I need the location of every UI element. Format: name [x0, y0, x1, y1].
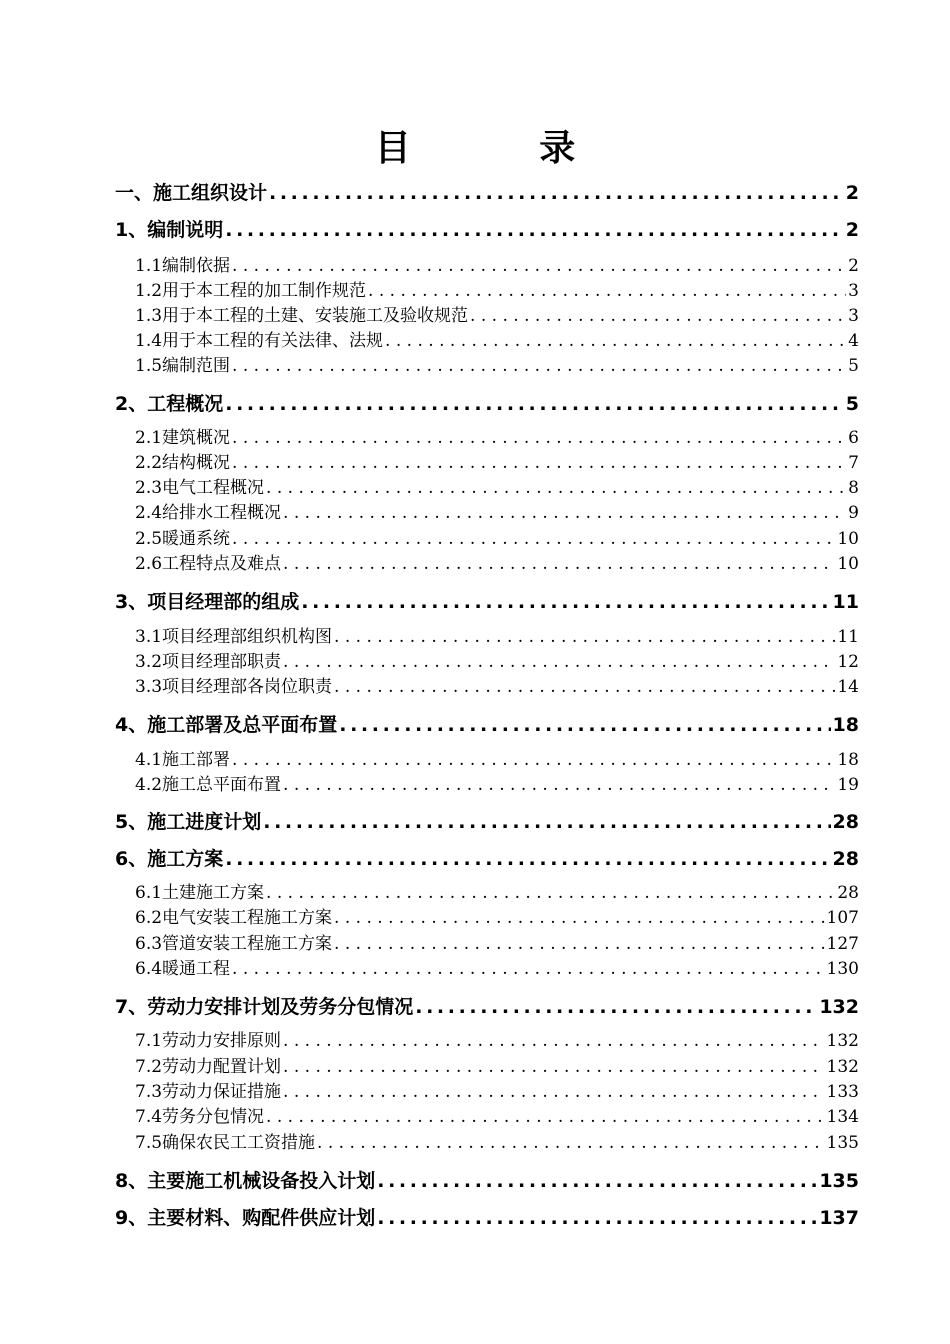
toc-dot-leader: [283, 773, 835, 797]
toc-entry-subsection[interactable]: [135, 1131, 859, 1155]
toc-page-number: 9: [848, 503, 859, 523]
toc-entry-title: 7.1劳动力安排原则: [135, 1031, 282, 1051]
toc-entry-subsection[interactable]: [135, 773, 859, 797]
toc-dot-leader: [385, 329, 846, 353]
toc-dot-leader: [232, 527, 835, 551]
toc-entry-subsection[interactable]: [135, 451, 859, 475]
toc-page-number: 5: [845, 393, 859, 415]
toc-entry-title: 3.3项目经理部各岗位职责: [135, 677, 333, 697]
toc-page-number: 10: [837, 529, 859, 549]
toc-dot-leader: [269, 180, 844, 206]
toc-dot-leader: [283, 1080, 825, 1104]
toc-dot-leader: [283, 650, 835, 674]
toc-entry-subsection[interactable]: [135, 354, 859, 378]
toc-entry-subsection[interactable]: [135, 501, 859, 525]
toc-page-number: 4: [848, 331, 859, 351]
toc-entry-title: 2.1建筑概况: [135, 428, 231, 448]
toc-dot-leader: [339, 712, 830, 738]
toc-entry-section[interactable]: [115, 180, 859, 206]
toc-dot-leader: [334, 675, 835, 699]
toc-entry-section[interactable]: [115, 1205, 859, 1231]
toc-entry-title: 7.3劳动力保证措施: [135, 1082, 282, 1102]
toc-entry-subsection[interactable]: [135, 650, 859, 674]
toc-entry-subsection[interactable]: [135, 957, 859, 981]
toc-dot-leader: [266, 1105, 825, 1129]
toc-dot-leader: [266, 476, 846, 500]
toc-dot-leader: [232, 748, 835, 772]
toc-dot-leader: [301, 589, 830, 615]
toc-dot-leader: [334, 906, 825, 930]
toc-entry-section[interactable]: [115, 712, 859, 738]
toc-page-number: 28: [837, 883, 859, 903]
toc-page-number: 137: [819, 1207, 859, 1229]
toc-entry-title: 1.1编制依据: [135, 256, 231, 276]
toc-entry-subsection[interactable]: [135, 748, 859, 772]
toc-page-number: 2: [845, 219, 859, 241]
toc-entry-title: 1.5编制范围: [135, 356, 231, 376]
toc-entry-section[interactable]: [115, 589, 859, 615]
toc-page-number: 3: [848, 306, 859, 326]
toc-entry-title: 5、施工进度计划: [115, 811, 262, 833]
toc-entry-subsection[interactable]: [135, 881, 859, 905]
toc-dot-leader: [368, 279, 846, 303]
toc-entry-title: 1.4用于本工程的有关法律、法规: [135, 331, 384, 351]
toc-entry-title: 2.4给排水工程概况: [135, 503, 282, 523]
toc-entry-title: 1.2用于本工程的加工制作规范: [135, 281, 367, 301]
toc-page-number: 132: [826, 1057, 859, 1077]
toc-dot-leader: [283, 552, 835, 576]
toc-dot-leader: [377, 1168, 817, 1194]
toc-entry-title: 9、主要材料、购配件供应计划: [115, 1207, 376, 1229]
toc-entry-title: 2.5暖通系统: [135, 529, 231, 549]
toc-dot-leader: [232, 451, 846, 475]
toc-dot-leader: [283, 1029, 825, 1053]
toc-entry-section[interactable]: [115, 391, 859, 417]
toc-entry-subsection[interactable]: [135, 625, 859, 649]
toc-entry-title: 1、编制说明: [115, 219, 224, 241]
toc-page-number: 2: [845, 182, 859, 204]
toc-entry-title: 6.3管道安装工程施工方案: [135, 934, 333, 954]
toc-entry-subsection[interactable]: [135, 932, 859, 956]
toc-entry-section[interactable]: [115, 217, 859, 243]
toc-dot-leader: [377, 1205, 817, 1231]
toc-entry-title: 一、施工组织设计: [115, 182, 268, 204]
toc-page-number: 8: [848, 478, 859, 498]
toc-entry-subsection[interactable]: [135, 1055, 859, 1079]
toc-dot-leader: [232, 254, 846, 278]
toc-entry-subsection[interactable]: [135, 552, 859, 576]
toc-entry-title: 6.1土建施工方案: [135, 883, 265, 903]
toc-dot-leader: [232, 426, 846, 450]
toc-page-number: 7: [848, 453, 859, 473]
toc-entry-title: 3.2项目经理部职责: [135, 652, 282, 672]
toc-entry-section[interactable]: [115, 1168, 859, 1194]
toc-entry-title: 7.2劳动力配置计划: [135, 1057, 282, 1077]
toc-page-number: 130: [826, 959, 859, 979]
toc-page-number: 135: [819, 1170, 859, 1192]
toc-page-number: 18: [832, 714, 859, 736]
toc-entry-subsection[interactable]: [135, 1105, 859, 1129]
toc-page-number: 12: [837, 652, 859, 672]
toc-dot-leader: [225, 391, 844, 417]
toc-dot-leader: [415, 994, 817, 1020]
toc-entry-subsection[interactable]: [135, 254, 859, 278]
toc-entry-title: 7.5确保农民工工资措施: [135, 1133, 316, 1153]
toc-dot-leader: [334, 625, 835, 649]
toc-entry-subsection[interactable]: [135, 1029, 859, 1053]
toc-dot-leader: [283, 501, 846, 525]
toc-entry-title: 6.4暖通工程: [135, 959, 231, 979]
toc-page-number: 132: [819, 996, 859, 1018]
toc-page-number: 127: [826, 934, 859, 954]
toc-entry-subsection[interactable]: [135, 304, 859, 328]
toc-page-number: 132: [826, 1031, 859, 1051]
toc-page-number: 107: [826, 908, 859, 928]
toc-entry-subsection[interactable]: [135, 279, 859, 303]
toc-page-number: 2: [848, 256, 859, 276]
toc-dot-leader: [470, 304, 846, 328]
toc-dot-leader: [263, 809, 830, 835]
toc-entry-title: 4、施工部署及总平面布置: [115, 714, 338, 736]
toc-page-number: 11: [832, 591, 859, 613]
toc-page-number: 19: [837, 775, 859, 795]
toc-page-number: 6: [848, 428, 859, 448]
toc-entry-title: 2.6工程特点及难点: [135, 554, 282, 574]
toc-entry-section[interactable]: [115, 809, 859, 835]
toc-dot-leader: [283, 1055, 825, 1079]
toc-entry-title: 4.1施工部署: [135, 750, 231, 770]
toc-entry-title: 3.1项目经理部组织机构图: [135, 627, 333, 647]
toc-page-number: 10: [837, 554, 859, 574]
toc-dot-leader: [266, 881, 835, 905]
toc-page-number: 135: [826, 1133, 859, 1153]
toc-page-number: 133: [826, 1082, 859, 1102]
toc-entry-subsection[interactable]: [135, 476, 859, 500]
toc-entry-subsection[interactable]: [135, 1080, 859, 1104]
toc-page-number: 28: [832, 811, 859, 833]
toc-dot-leader: [232, 957, 825, 981]
toc-entry-title: 6.2电气安装工程施工方案: [135, 908, 333, 928]
toc-entry-subsection[interactable]: [135, 329, 859, 353]
toc-entry-section[interactable]: [115, 846, 859, 872]
toc-entry-title: 6、施工方案: [115, 848, 224, 870]
toc-entry-title: 7.4劳务分包情况: [135, 1107, 265, 1127]
toc-entry-title: 2.2结构概况: [135, 453, 231, 473]
toc-entry-subsection[interactable]: [135, 426, 859, 450]
toc-page-number: 134: [826, 1107, 859, 1127]
toc-page-number: 18: [837, 750, 859, 770]
toc-page-number: 5: [848, 356, 859, 376]
toc-entry-subsection[interactable]: [135, 675, 859, 699]
toc-dot-leader: [225, 217, 844, 243]
toc-entry-title: 2.3电气工程概况: [135, 478, 265, 498]
toc-page-number: 14: [837, 677, 859, 697]
toc-entry-title: 7、劳动力安排计划及劳务分包情况: [115, 996, 414, 1018]
toc-dot-leader: [225, 846, 830, 872]
toc-title: 目 录: [374, 128, 634, 169]
toc-dot-leader: [232, 354, 846, 378]
toc-entry-subsection[interactable]: [135, 906, 859, 930]
toc-page-number: 11: [837, 627, 859, 647]
toc-dot-leader: [334, 932, 825, 956]
toc-entry-title: 8、主要施工机械设备投入计划: [115, 1170, 376, 1192]
toc-entry-title: 1.3用于本工程的土建、安装施工及验收规范: [135, 306, 469, 326]
toc-entry-section[interactable]: [115, 994, 859, 1020]
toc-page-number: 28: [832, 848, 859, 870]
toc-entry-title: 2、工程概况: [115, 393, 224, 415]
toc-entry-title: 3、项目经理部的组成: [115, 591, 300, 613]
toc-page-number: 3: [848, 281, 859, 301]
toc-entry-subsection[interactable]: [135, 527, 859, 551]
toc-entry-title: 4.2施工总平面布置: [135, 775, 282, 795]
toc-dot-leader: [317, 1131, 825, 1155]
